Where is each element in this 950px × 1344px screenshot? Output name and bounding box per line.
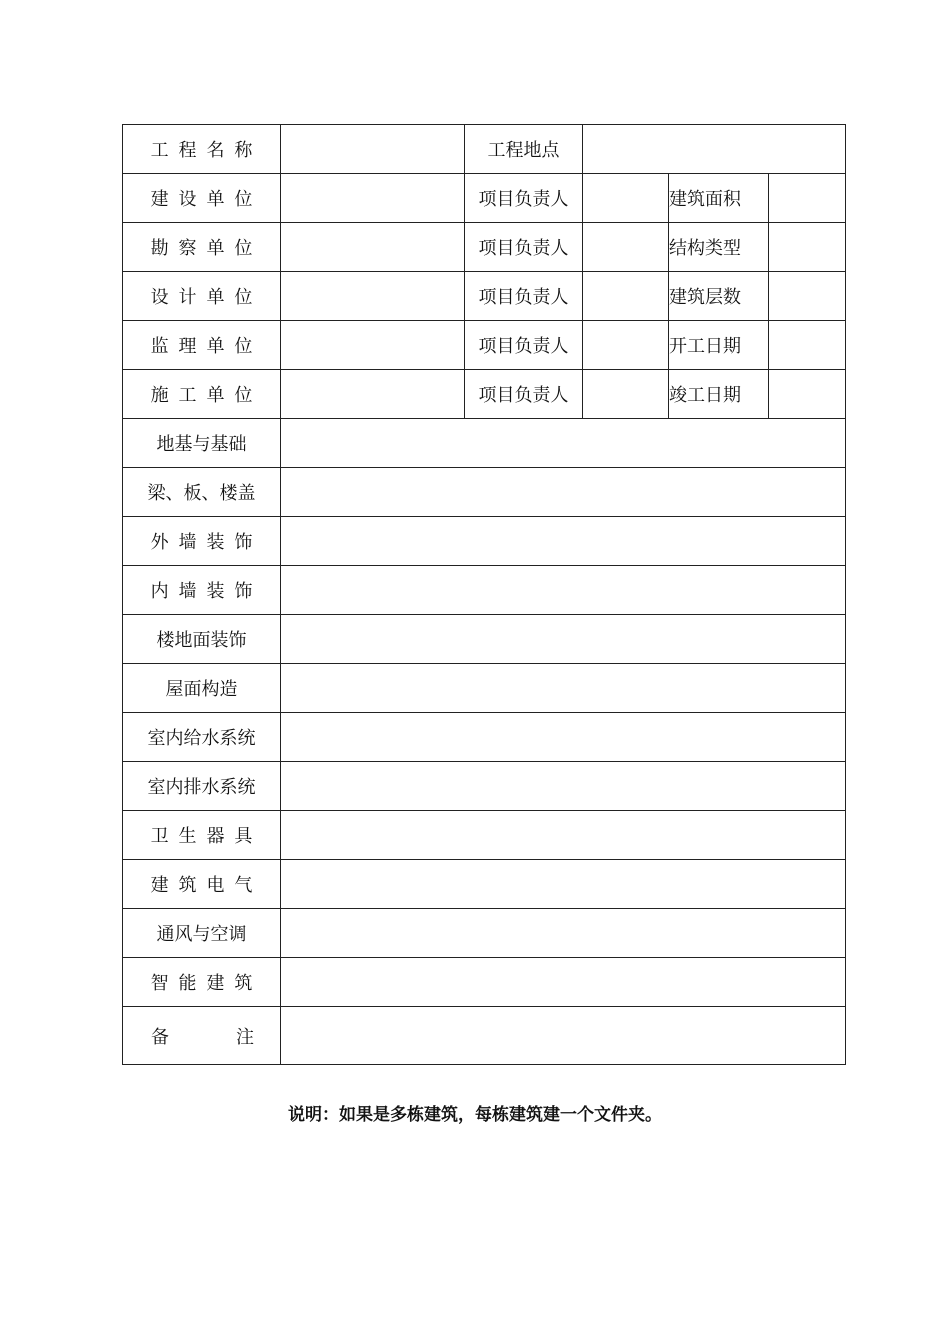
- roof-structure-label: 屋面构造: [123, 664, 281, 713]
- exterior-wall-label: 外墙装饰: [123, 517, 281, 566]
- table-row: [123, 419, 846, 468]
- completion-date-label: 竣工日期: [669, 370, 769, 419]
- interior-wall-field[interactable]: [281, 566, 846, 615]
- water-supply-label: 室内给水系统: [123, 713, 281, 762]
- project-name-label: 工程名称: [123, 125, 281, 174]
- construction-unit-field[interactable]: [281, 174, 465, 223]
- floor-finish-field[interactable]: [281, 615, 846, 664]
- water-supply-field[interactable]: [281, 713, 846, 762]
- table-row: [123, 223, 846, 272]
- table-row: [123, 811, 846, 860]
- electrical-field[interactable]: [281, 860, 846, 909]
- table-row: [123, 713, 846, 762]
- project-leader-label: 项目负责人: [465, 321, 583, 370]
- builder-unit-field[interactable]: [281, 370, 465, 419]
- interior-wall-label: 内墙装饰: [123, 566, 281, 615]
- building-area-field[interactable]: [769, 174, 846, 223]
- project-info-table: [122, 124, 846, 1065]
- project-leader-field[interactable]: [583, 223, 669, 272]
- survey-unit-field[interactable]: [281, 223, 465, 272]
- beam-slab-floor-label: 梁、板、楼盖: [123, 468, 281, 517]
- exterior-wall-field[interactable]: [281, 517, 846, 566]
- supervision-unit-field[interactable]: [281, 321, 465, 370]
- project-leader-field[interactable]: [583, 174, 669, 223]
- smart-building-label: 智能建筑: [123, 958, 281, 1007]
- survey-unit-label: 勘察单位: [123, 223, 281, 272]
- table-row: [123, 958, 846, 1007]
- table-row: [123, 860, 846, 909]
- project-name-field[interactable]: [281, 125, 465, 174]
- structure-type-label: 结构类型: [669, 223, 769, 272]
- table-row: [123, 272, 846, 321]
- project-leader-field[interactable]: [583, 321, 669, 370]
- remarks-label-char: 备: [151, 1026, 169, 1048]
- sanitary-ware-label: 卫生器具: [123, 811, 281, 860]
- project-leader-label: 项目负责人: [465, 223, 583, 272]
- table-row: [123, 615, 846, 664]
- footnote: 说明：如果是多栋建筑，每栋建筑建一个文件夹。: [288, 1105, 662, 1125]
- table-row: [123, 762, 846, 811]
- table-row: [123, 370, 846, 419]
- table-row: [123, 909, 846, 958]
- builder-unit-label: 施工单位: [123, 370, 281, 419]
- table-row: [123, 174, 846, 223]
- completion-date-field[interactable]: [769, 370, 846, 419]
- foundation-field[interactable]: [281, 419, 846, 468]
- roof-structure-field[interactable]: [281, 664, 846, 713]
- remarks-label: [123, 1007, 281, 1065]
- supervision-unit-label: 监理单位: [123, 321, 281, 370]
- drainage-field[interactable]: [281, 762, 846, 811]
- project-leader-label: 项目负责人: [465, 272, 583, 321]
- smart-building-field[interactable]: [281, 958, 846, 1007]
- table-row: [123, 125, 846, 174]
- hvac-field[interactable]: [281, 909, 846, 958]
- project-leader-label: 项目负责人: [465, 174, 583, 223]
- project-leader-label: 项目负责人: [465, 370, 583, 419]
- remarks-field[interactable]: [281, 1007, 846, 1065]
- table-row: [123, 566, 846, 615]
- building-floors-label: 建筑层数: [669, 272, 769, 321]
- project-location-field[interactable]: [583, 125, 846, 174]
- start-date-field[interactable]: [769, 321, 846, 370]
- project-leader-field[interactable]: [583, 272, 669, 321]
- electrical-label: 建筑电气: [123, 860, 281, 909]
- remarks-label-char: 注: [236, 1026, 254, 1048]
- table-row: [123, 664, 846, 713]
- building-area-label: 建筑面积: [669, 174, 769, 223]
- beam-slab-floor-field[interactable]: [281, 468, 846, 517]
- table-row: [123, 1007, 846, 1065]
- structure-type-field[interactable]: [769, 223, 846, 272]
- construction-unit-label: 建设单位: [123, 174, 281, 223]
- sanitary-ware-field[interactable]: [281, 811, 846, 860]
- table-row: [123, 517, 846, 566]
- project-location-label: 工程地点: [465, 125, 583, 174]
- drainage-label: 室内排水系统: [123, 762, 281, 811]
- floor-finish-label: 楼地面装饰: [123, 615, 281, 664]
- foundation-label: 地基与基础: [123, 419, 281, 468]
- table-row: [123, 321, 846, 370]
- design-unit-field[interactable]: [281, 272, 465, 321]
- hvac-label: 通风与空调: [123, 909, 281, 958]
- project-leader-field[interactable]: [583, 370, 669, 419]
- design-unit-label: 设计单位: [123, 272, 281, 321]
- building-floors-field[interactable]: [769, 272, 846, 321]
- start-date-label: 开工日期: [669, 321, 769, 370]
- table-row: [123, 468, 846, 517]
